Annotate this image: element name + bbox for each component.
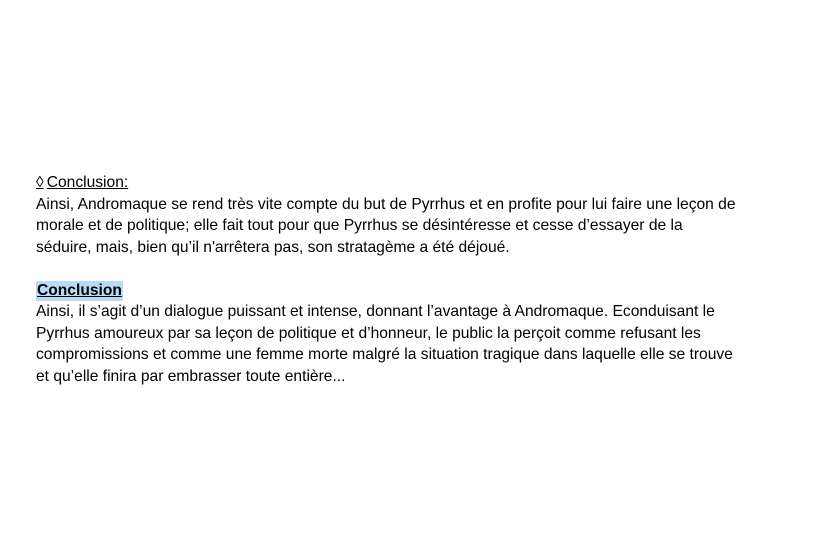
paragraph-line: morale et de politique; elle fait tout pour que Pyrrhus se désintéresse et cesse d’essayer de la [36, 217, 683, 234]
paragraph-line: et qu’elle finira par embrasser toute entière... [36, 367, 346, 385]
diamond-bullet-icon: ◊ [36, 174, 44, 191]
section-2-paragraph [36, 301, 796, 387]
paragraph-line: Ainsi, il s’agit d’un dialogue puissant et intense, donnant l’avantage à Andromaque. Econduisant le [36, 303, 715, 320]
paragraph-line: Ainsi, Andromaque se rend très vite compte du but de Pyrrhus et en profite pour lui faire une leçon de [36, 195, 736, 213]
section-2-heading [36, 280, 796, 302]
section-1-paragraph [36, 194, 796, 259]
section-1-heading [36, 172, 796, 194]
paragraph-line: compromissions et comme une femme morte malgré la situation tragique dans laquelle elle se trouve [36, 346, 733, 363]
highlighted-heading: Conclusion [37, 281, 122, 299]
paragraph-line: Pyrrhus amoureux par sa leçon de politique et d’honneur, le public la perçoit comme refusant les [36, 324, 701, 342]
paragraph-spacer [36, 258, 796, 280]
paragraph-line: séduire, mais, bien qu’il n'arrêtera pas, son stratagème a été déjoué. [36, 238, 510, 256]
document-body [36, 172, 796, 387]
section-1-heading-text: Conclusion: [46, 174, 129, 191]
